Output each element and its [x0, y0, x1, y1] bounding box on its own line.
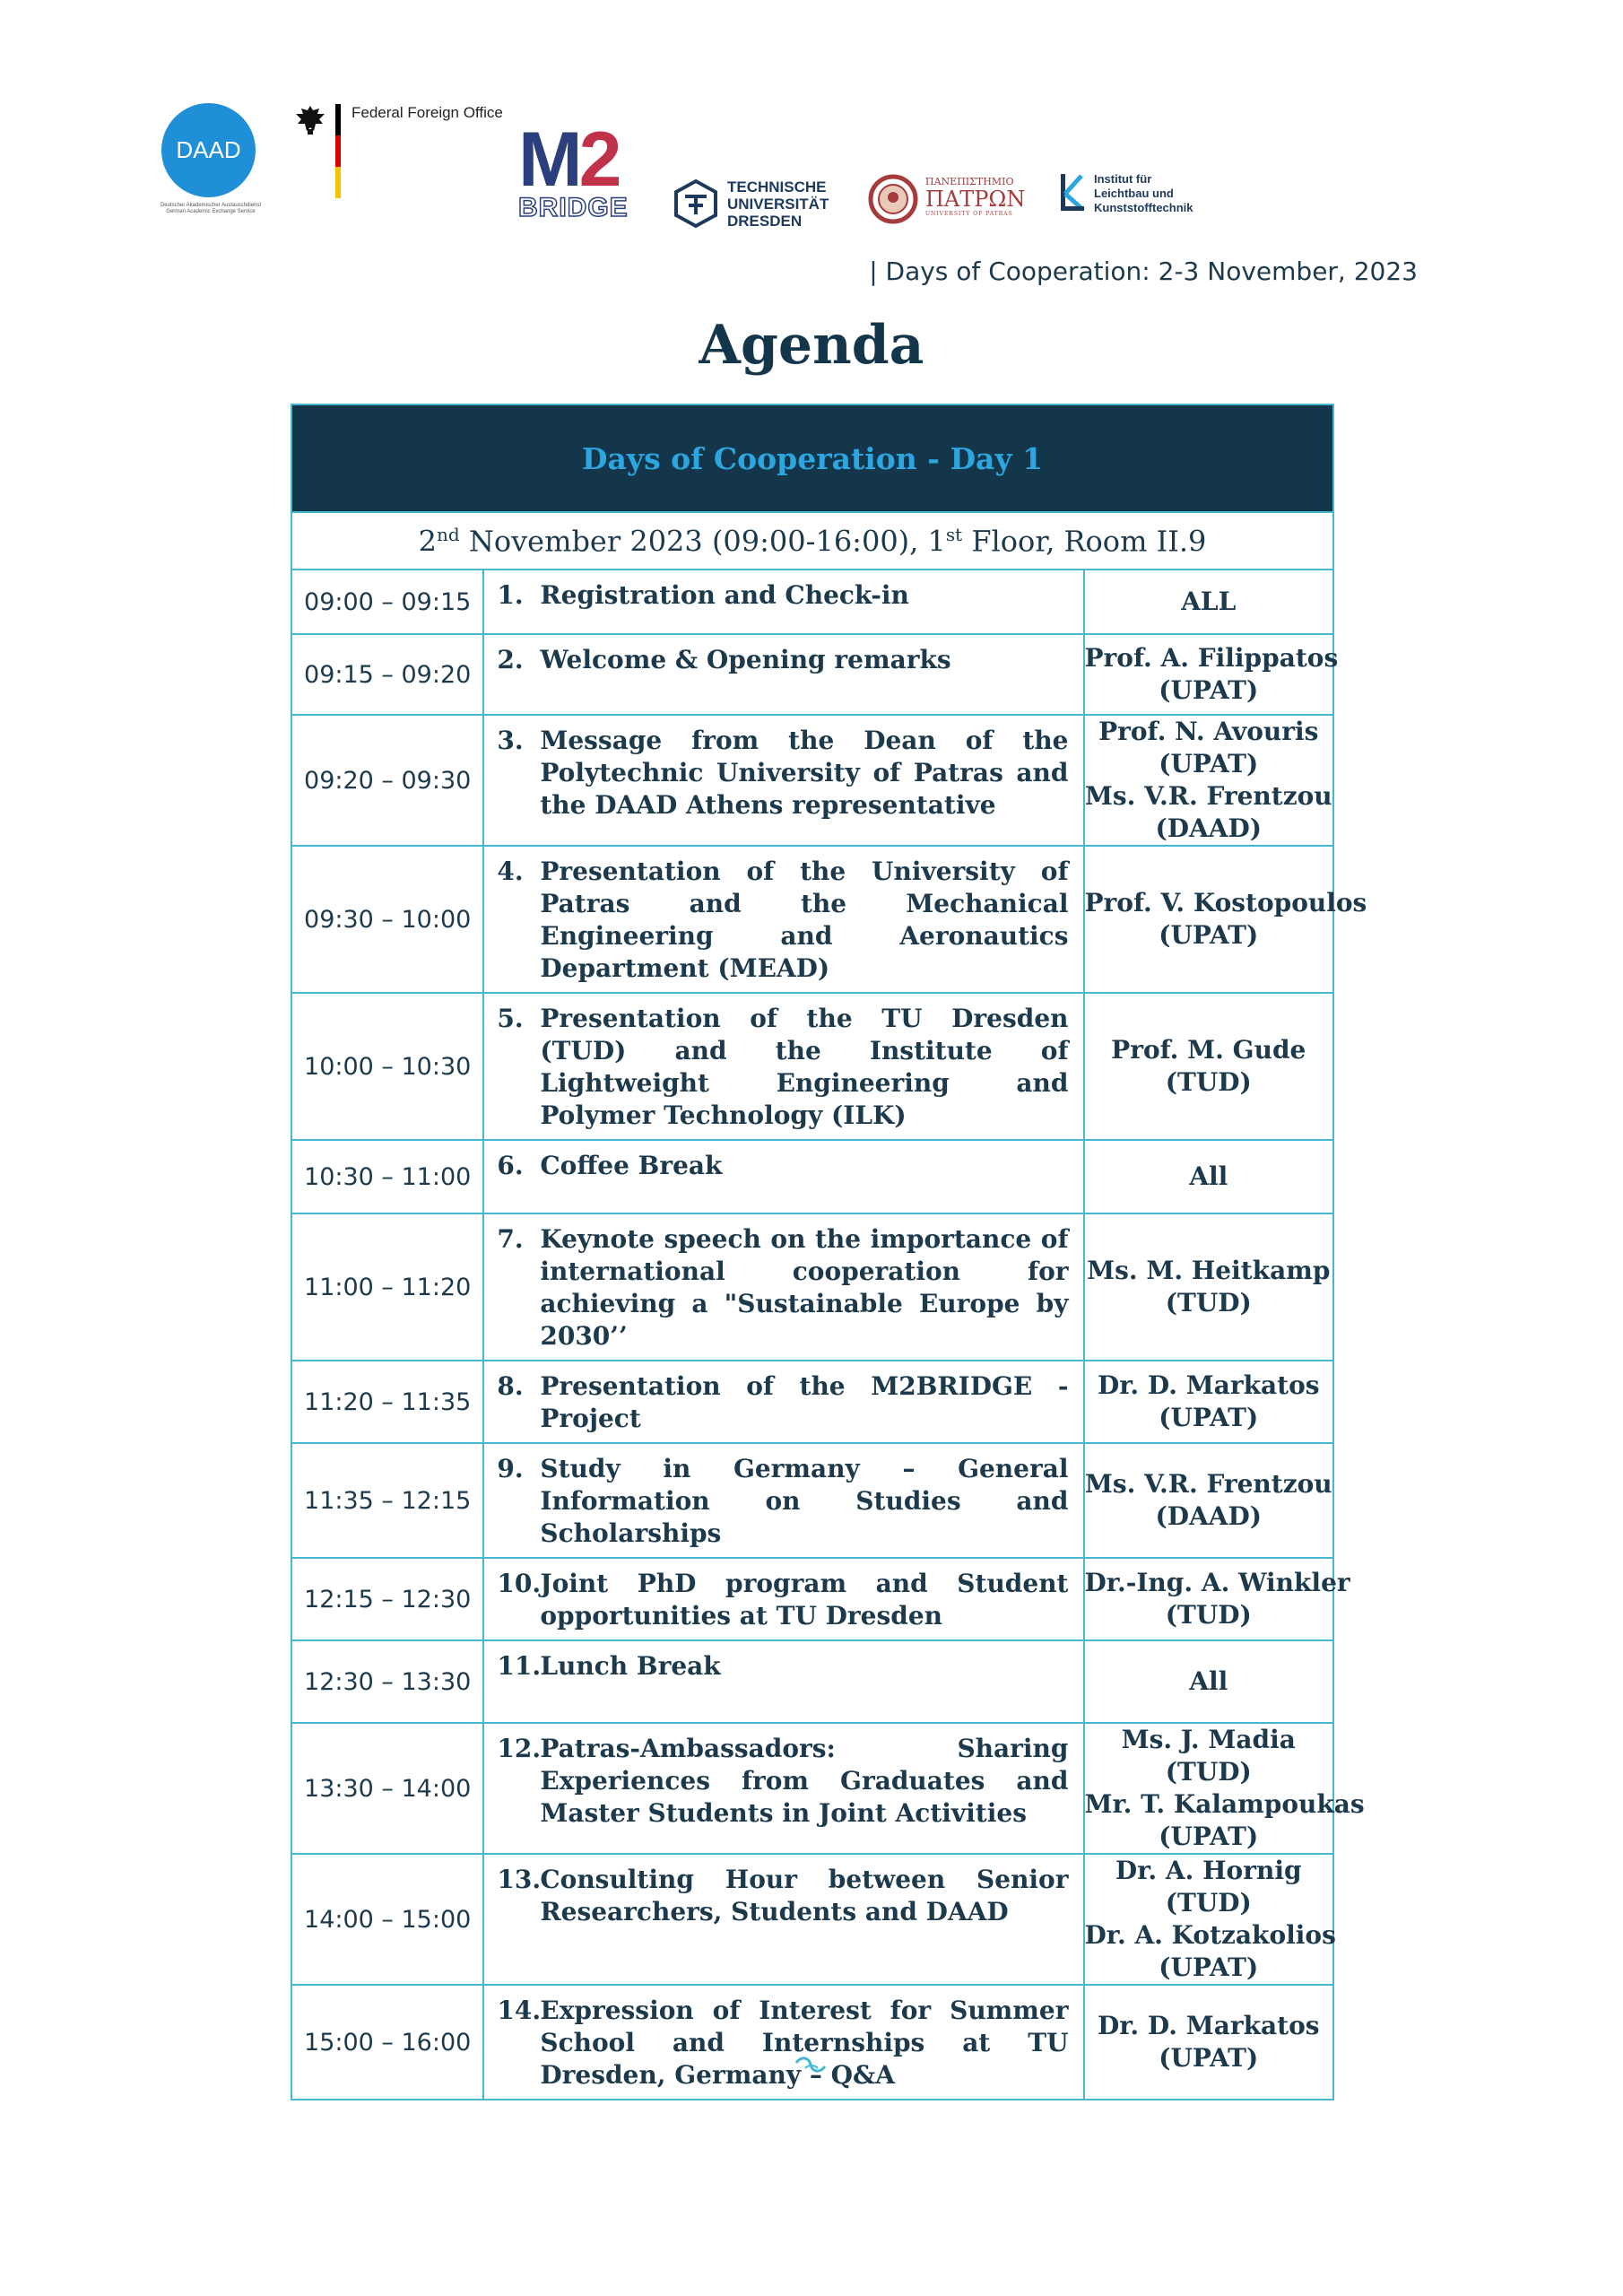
speaker-line: (DAAD)	[1155, 813, 1262, 843]
speaker-line: (UPAT)	[1159, 920, 1259, 950]
session-title: Keynote speech on the importance of international cooperation for achieving a "Sustainable Europe by 2030’’	[540, 1224, 1069, 1351]
tu-dresden-emblem-icon	[671, 178, 721, 229]
speaker-line: Dr. A. Kotzakolios	[1084, 1920, 1336, 1950]
session-speakers	[1084, 1723, 1365, 1854]
speaker-line: Dr. A. Hornig	[1115, 1856, 1302, 1885]
agenda-row	[291, 570, 1333, 634]
session-time: 11:00 – 11:20	[291, 1213, 483, 1361]
session-item	[483, 993, 1083, 1140]
session-time: 10:30 – 11:00	[291, 1140, 483, 1213]
session-time: 09:30 – 10:00	[291, 846, 483, 993]
tu-dresden-logo	[671, 175, 850, 238]
ilk-name: Institut für Leichtbau und Kunststofftechnik	[1094, 172, 1193, 214]
session-title: Coffee Break	[540, 1151, 723, 1180]
speaker-line: (TUD)	[1165, 1067, 1252, 1097]
session-speakers	[1084, 846, 1367, 993]
session-item	[483, 1140, 1083, 1213]
agenda-row	[291, 846, 1333, 993]
agenda-row	[291, 1213, 1333, 1361]
session-speakers	[1084, 1443, 1334, 1558]
session-item-content	[484, 1361, 1082, 1442]
agenda-row	[291, 1854, 1333, 1985]
session-number: 8.	[497, 1371, 524, 1401]
session-item	[483, 1723, 1083, 1854]
speaker-line: (UPAT)	[1159, 2043, 1259, 2073]
agenda-row	[291, 1985, 1333, 2100]
session-item-content	[484, 994, 1082, 1139]
day-date-location: 2nd November 2023 (09:00-16:00), 1st Floor, Room II.9	[291, 512, 1333, 570]
session-title: Joint PhD program and Student opportunities at TU Dresden	[540, 1569, 1069, 1631]
session-title: Message from the Dean of the Polytechnic University of Patras and the DAAD Athens representative	[540, 726, 1069, 820]
speaker-line: All	[1189, 1666, 1228, 1696]
tu-dresden-name: TECHNISCHE UNIVERSITÄT DRESDEN	[727, 178, 829, 230]
session-item	[483, 1854, 1083, 1985]
session-time: 09:15 – 09:20	[291, 634, 483, 715]
session-title: Registration and Check-in	[540, 580, 909, 610]
date-row	[291, 512, 1333, 570]
agenda-row	[291, 993, 1333, 1140]
daad-logo-subtitle: Deutscher Akademischer Austauschdienst German Academic Exchange Service	[160, 203, 262, 214]
session-speakers	[1084, 993, 1334, 1140]
session-speakers	[1084, 1854, 1334, 1985]
day-title: Days of Cooperation - Day 1	[291, 404, 1333, 512]
speaker-line: Prof. M. Gude	[1111, 1035, 1306, 1065]
session-number: 12.	[497, 1734, 542, 1763]
session-number: 14.	[497, 1996, 542, 2025]
session-item-content	[484, 847, 1082, 992]
agenda-row	[291, 715, 1333, 846]
session-title: Lunch Break	[540, 1651, 721, 1681]
session-item	[483, 715, 1083, 846]
agenda-row	[291, 1140, 1333, 1213]
speaker-line: (TUD)	[1165, 1600, 1252, 1630]
session-speakers	[1084, 1361, 1334, 1443]
agenda-row	[291, 1361, 1333, 1443]
session-number: 2.	[497, 645, 524, 674]
session-title: Study in Germany – General Information on Studies and Scholarships	[540, 1454, 1069, 1548]
daad-logo-mark: DAAD	[161, 103, 256, 197]
speaker-line: Dr.-Ing. A. Winkler	[1084, 1568, 1350, 1597]
speaker-line: Ms. M. Heitkamp	[1087, 1256, 1331, 1285]
session-time: 09:00 – 09:15	[291, 570, 483, 634]
session-item-content	[484, 1986, 1082, 2099]
federal-eagle-icon	[292, 102, 328, 138]
agenda-row	[291, 1443, 1333, 1558]
session-speakers	[1084, 634, 1339, 715]
agenda-row	[291, 1640, 1333, 1723]
session-item	[483, 1985, 1083, 2100]
session-item	[483, 846, 1083, 993]
session-time: 09:20 – 09:30	[291, 715, 483, 846]
session-number: 5.	[497, 1004, 524, 1033]
session-item-content	[484, 1855, 1082, 1935]
speaker-line: (TUD)	[1165, 1757, 1252, 1787]
speaker-line: Prof. A. Filippatos	[1084, 643, 1339, 673]
speaker-line: ALL	[1181, 587, 1237, 616]
speaker-line: Ms. J. Madia	[1121, 1725, 1296, 1754]
speaker-line: Prof. V. Kostopoulos	[1084, 888, 1367, 918]
session-speakers	[1084, 715, 1334, 846]
session-speakers	[1084, 1213, 1334, 1361]
ilk-logo	[1058, 169, 1237, 222]
session-speakers	[1084, 1140, 1334, 1213]
federal-foreign-office-name: Federal Foreign Office	[352, 104, 503, 121]
session-time: 12:30 – 13:30	[291, 1640, 483, 1723]
m2bridge-logo	[518, 117, 644, 229]
session-title: Welcome & Opening remarks	[540, 645, 951, 674]
session-title: Patras-Ambassadors: Sharing Experiences from Graduates and Master Students in Joint Activities	[540, 1734, 1069, 1828]
session-speakers	[1084, 570, 1334, 634]
session-title: Presentation of the TU Dresden (TUD) and the Institute of Lightweight Engineering and Polymer Technology (ILK)	[540, 1004, 1069, 1130]
session-time: 13:30 – 14:00	[291, 1723, 483, 1854]
session-item	[483, 1361, 1083, 1443]
german-flag-stripe	[335, 104, 341, 198]
decorative-flourish-icon	[793, 2054, 829, 2075]
agenda-row	[291, 634, 1333, 715]
session-title: Presentation of the University of Patras and the Mechanical Engineering and Aeronautics Department (MEAD)	[540, 857, 1069, 983]
session-number: 7.	[497, 1224, 524, 1254]
agenda-table	[291, 404, 1367, 2100]
session-speakers	[1084, 1640, 1334, 1723]
session-item-content	[484, 1559, 1082, 1639]
session-title: Consulting Hour between Senior Researchers, Students and DAAD	[540, 1865, 1069, 1926]
session-item-content	[484, 1641, 1082, 1690]
m2bridge-logo-mark: M2	[518, 117, 619, 203]
speaker-line: Mr. T. Kalampoukas	[1084, 1789, 1365, 1819]
session-speakers	[1084, 1558, 1350, 1640]
speaker-line: Dr. D. Markatos	[1097, 2011, 1320, 2040]
federal-foreign-office-logo	[289, 99, 504, 202]
speaker-line: (TUD)	[1165, 1288, 1252, 1318]
agenda-row	[291, 1723, 1333, 1854]
session-item-content	[484, 716, 1082, 829]
session-item-content	[484, 1214, 1082, 1360]
m2bridge-logo-word: BRIDGE	[518, 193, 629, 222]
session-item-content	[484, 570, 1082, 619]
session-item	[483, 570, 1083, 634]
speaker-line: (UPAT)	[1159, 1403, 1259, 1432]
session-speakers	[1084, 1985, 1334, 2100]
session-title: Presentation of the M2BRIDGE - Project	[540, 1371, 1069, 1433]
speaker-line: Ms. V.R. Frentzou	[1084, 1469, 1332, 1499]
session-item	[483, 1640, 1083, 1723]
university-seal-icon	[868, 174, 918, 224]
session-time: 10:00 – 10:30	[291, 993, 483, 1140]
session-item	[483, 1558, 1083, 1640]
session-number: 3.	[497, 726, 524, 755]
speaker-line: (UPAT)	[1159, 675, 1259, 705]
session-number: 4.	[497, 857, 524, 886]
speaker-line: (UPAT)	[1159, 1822, 1259, 1851]
speaker-line: (TUD)	[1165, 1888, 1252, 1918]
page-title: Agenda	[699, 314, 924, 377]
session-time: 12:15 – 12:30	[291, 1558, 483, 1640]
session-item-content	[484, 1724, 1082, 1837]
session-number: 1.	[497, 580, 524, 610]
speaker-line: Ms. V.R. Frentzou	[1084, 781, 1332, 811]
session-item	[483, 1443, 1083, 1558]
session-title: Expression of Interest for Summer School and Internships at TU Dresden, Germany – Q&A	[540, 1996, 1069, 2090]
university-of-patras-logo	[868, 172, 1029, 230]
session-item-content	[484, 1444, 1082, 1557]
session-number: 6.	[497, 1151, 524, 1180]
session-time: 15:00 – 16:00	[291, 1985, 483, 2100]
agenda-row	[291, 1558, 1333, 1640]
speaker-line: (UPAT)	[1159, 749, 1259, 778]
speaker-line: (DAAD)	[1155, 1501, 1262, 1531]
logo-bar	[0, 0, 1623, 242]
session-number: 9.	[497, 1454, 524, 1483]
session-number: 13.	[497, 1865, 542, 1894]
session-time: 14:00 – 15:00	[291, 1854, 483, 1985]
session-item	[483, 1213, 1083, 1361]
daad-logo	[143, 90, 269, 215]
session-item-content	[484, 1141, 1082, 1189]
cooperation-dates-line: | Days of Cooperation: 2-3 November, 2023	[869, 257, 1418, 286]
session-number: 10.	[497, 1569, 542, 1598]
session-number: 11.	[497, 1651, 542, 1681]
session-item-content	[484, 635, 1082, 683]
ilk-emblem-icon	[1058, 172, 1089, 213]
session-time: 11:35 – 12:15	[291, 1443, 483, 1558]
day-header-row	[291, 404, 1333, 512]
speaker-line: Dr. D. Markatos	[1097, 1370, 1320, 1400]
speaker-line: Prof. N. Avouris	[1098, 717, 1319, 746]
session-item	[483, 634, 1083, 715]
university-of-patras-name: ΠΑΝΕΠΙΣΤΗΜΙΟ ΠΑΤΡΩΝ UNIVERSITY OF PATRAS	[925, 176, 1026, 217]
speaker-line: (UPAT)	[1159, 1952, 1259, 1982]
session-time: 11:20 – 11:35	[291, 1361, 483, 1443]
speaker-line: All	[1189, 1161, 1228, 1191]
